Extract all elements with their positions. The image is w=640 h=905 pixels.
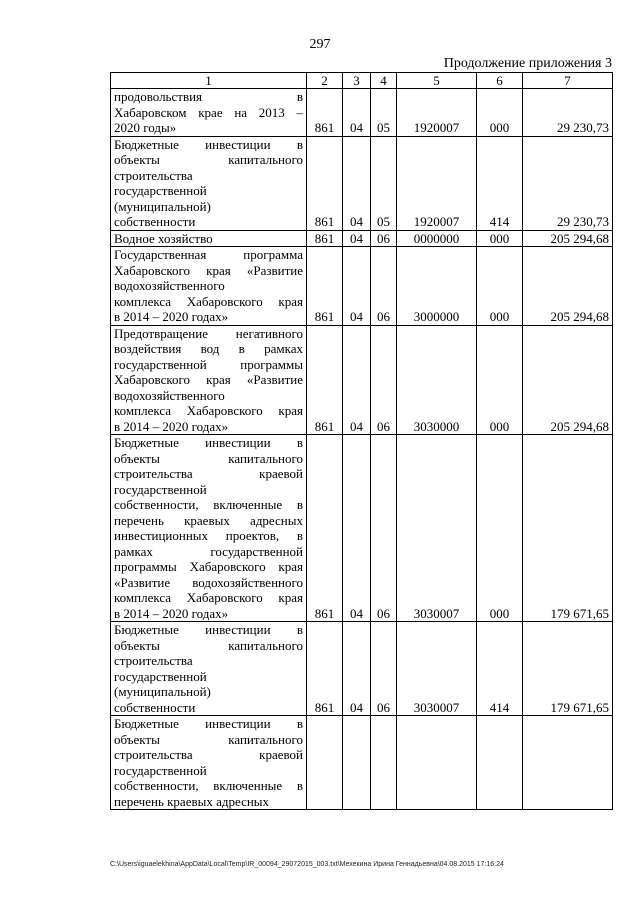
section-code: 04	[343, 247, 371, 326]
column-header-3: 3	[343, 73, 371, 89]
grbs-code: 861	[307, 325, 343, 435]
column-header-4: 4	[371, 73, 397, 89]
row-name-line: Хабаровского края «Развитие	[114, 372, 303, 387]
expense-type-code: 414	[477, 136, 523, 230]
expense-type-code: 000	[477, 230, 523, 247]
table-row	[111, 716, 613, 810]
section-code: 04	[343, 89, 371, 137]
table-row	[111, 622, 613, 716]
row-name-line: комплекса Хабаровского края	[114, 293, 303, 309]
table-row	[111, 89, 613, 137]
row-name-line: государственной программы	[114, 356, 303, 372]
row-name	[111, 136, 307, 230]
target-article-code: 1920007	[397, 89, 477, 137]
row-name-line: в 2014 – 2020 годах»	[114, 309, 229, 324]
row-name-line: государственной	[114, 183, 207, 198]
section-code: 04	[343, 622, 371, 716]
section-code: 04	[343, 325, 371, 435]
row-name-line: (муниципальной)	[114, 684, 211, 699]
grbs-code: 861	[307, 230, 343, 247]
column-header-6: 6	[477, 73, 523, 89]
continuation-note: Продолжение приложения 3	[443, 56, 612, 71]
target-article-code	[397, 716, 477, 810]
amount: 29 230,73	[523, 89, 613, 137]
subsection-code: 06	[371, 435, 397, 622]
target-article-code: 0000000	[397, 230, 477, 247]
row-name-line: рамках государственной	[114, 543, 303, 559]
row-name-line: строительства краевой	[114, 466, 303, 481]
column-header-2: 2	[307, 73, 343, 89]
amount: 29 230,73	[523, 136, 613, 230]
amount: 179 671,65	[523, 622, 613, 716]
section-code: 04	[343, 435, 371, 622]
grbs-code: 861	[307, 622, 343, 716]
table-header-row	[111, 73, 613, 89]
table-row	[111, 435, 613, 622]
grbs-code: 861	[307, 247, 343, 326]
target-article-code: 3000000	[397, 247, 477, 326]
section-code: 04	[343, 136, 371, 230]
row-name-line: (муниципальной)	[114, 198, 211, 214]
column-header-7: 7	[523, 73, 613, 89]
footer-path: C:\Users\iguaelekhina\AppData\Local\Temp\IR_00094_29072015_003.txt\Мехекина Ирина Геннадьевна\04.08.2015 17:16:24	[110, 861, 504, 868]
subsection-code	[371, 716, 397, 810]
grbs-code	[307, 716, 343, 810]
row-name-line: Предотвращение негативного	[114, 325, 303, 341]
row-name-line: в 2014 – 2020 годах»	[114, 418, 229, 434]
row-name	[111, 622, 307, 716]
row-name-line: перечень краевых адресных	[114, 512, 303, 528]
row-name-line: объекты капитального	[114, 731, 303, 747]
row-name-line: Бюджетные инвестиции в	[114, 716, 303, 731]
row-name-line: Государственная программа	[114, 247, 303, 262]
target-article-code: 1920007	[397, 136, 477, 230]
table-row	[111, 230, 613, 247]
row-name-line: водохозяйственного	[114, 278, 225, 293]
amount: 205 294,68	[523, 247, 613, 326]
row-name-line: строительства краевой	[114, 747, 303, 762]
subsection-code: 06	[371, 230, 397, 247]
row-name-line: в 2014 – 2020 годах»	[114, 605, 229, 621]
table-row	[111, 136, 613, 230]
row-name-line: собственности, включенные в	[114, 497, 303, 512]
target-article-code: 3030007	[397, 622, 477, 716]
row-name	[111, 230, 307, 247]
subsection-code: 06	[371, 622, 397, 716]
column-header-1: 1	[111, 73, 307, 89]
row-name-line: перечень краевых адресных	[114, 793, 270, 809]
row-name-line: Хабаровском крае на 2013 –	[114, 104, 303, 120]
row-name	[111, 89, 307, 137]
expense-type-code: 000	[477, 325, 523, 435]
subsection-code: 05	[371, 89, 397, 137]
amount: 179 671,65	[523, 435, 613, 622]
subsection-code: 05	[371, 136, 397, 230]
expense-type-code: 000	[477, 89, 523, 137]
row-name-line: собственности	[114, 699, 196, 715]
expense-type-code: 000	[477, 247, 523, 326]
row-name	[111, 247, 307, 326]
grbs-code: 861	[307, 136, 343, 230]
row-name-line: комплекса Хабаровского края	[114, 403, 303, 418]
budget-table	[110, 72, 613, 810]
section-code	[343, 716, 371, 810]
amount: 205 294,68	[523, 325, 613, 435]
row-name-line: Водное хозяйство	[114, 230, 213, 246]
row-name-line: объекты капитального	[114, 637, 303, 653]
row-name-line: объекты капитального	[114, 450, 303, 466]
section-code: 04	[343, 230, 371, 247]
row-name-line: собственности, включенные в	[114, 778, 303, 793]
table-body	[111, 89, 613, 810]
grbs-code: 861	[307, 89, 343, 137]
row-name-line: 2020 годы»	[114, 120, 177, 135]
grbs-code: 861	[307, 435, 343, 622]
row-name	[111, 716, 307, 810]
amount: 205 294,68	[523, 230, 613, 247]
target-article-code: 3030007	[397, 435, 477, 622]
row-name	[111, 325, 307, 435]
target-article-code: 3030000	[397, 325, 477, 435]
row-name-line: собственности	[114, 214, 196, 229]
row-name-line: программы Хабаровского края	[114, 559, 303, 574]
row-name-line: Бюджетные инвестиции в	[114, 622, 303, 637]
row-name-line: «Развитие водохозяйственного	[114, 574, 303, 590]
row-name-line: водохозяйственного	[114, 387, 225, 403]
page-number: 297	[309, 37, 331, 52]
row-name-line: Бюджетные инвестиции в	[114, 435, 303, 450]
row-name-line: объекты капитального	[114, 152, 303, 167]
row-name-line: инвестиционных проектов, в	[114, 528, 303, 543]
subsection-code: 06	[371, 325, 397, 435]
row-name-line: государственной	[114, 481, 207, 497]
row-name-line: продовольствия в	[114, 89, 303, 104]
subsection-code: 06	[371, 247, 397, 326]
table-row	[111, 325, 613, 435]
row-name	[111, 435, 307, 622]
expense-type-code: 414	[477, 622, 523, 716]
row-name-line: государственной	[114, 762, 207, 778]
expense-type-code: 000	[477, 435, 523, 622]
row-name-line: строительства	[114, 167, 193, 183]
expense-type-code	[477, 716, 523, 810]
row-name-line: Бюджетные инвестиции в	[114, 136, 303, 152]
row-name-line: комплекса Хабаровского края	[114, 590, 303, 605]
row-name-line: государственной	[114, 668, 207, 684]
amount	[523, 716, 613, 810]
row-name-line: строительства	[114, 653, 193, 668]
table-row	[111, 247, 613, 326]
row-name-line: Хабаровского края «Развитие	[114, 262, 303, 278]
column-header-5: 5	[397, 73, 477, 89]
row-name-line: воздействия вод в рамках	[114, 341, 303, 356]
